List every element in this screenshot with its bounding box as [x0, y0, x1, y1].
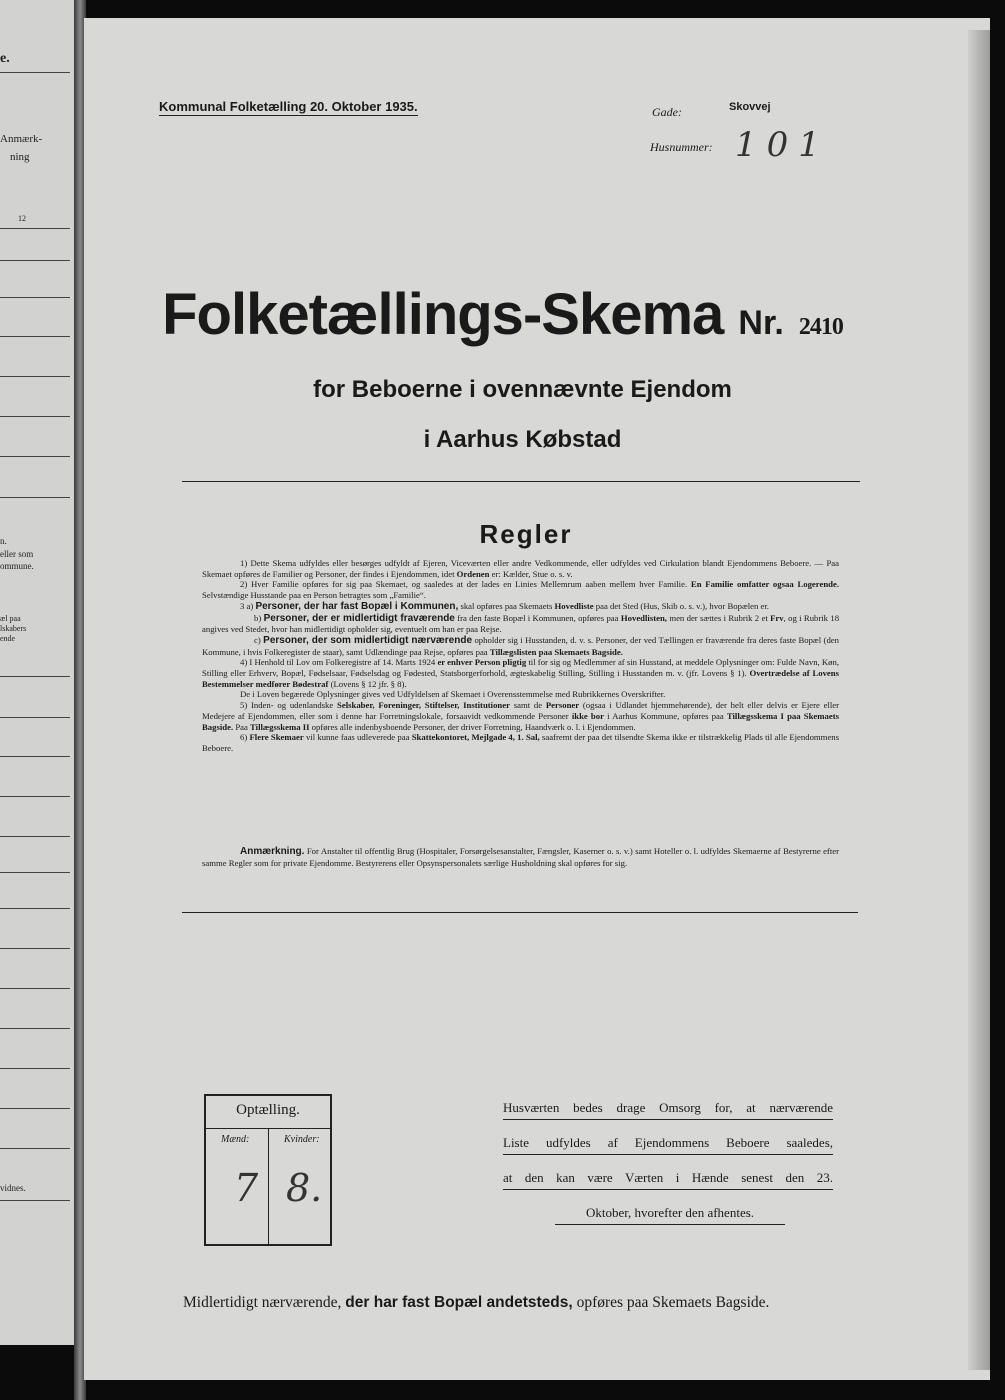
notice-line: Liste udfyldes af Ejendommens Beboere saaledes,	[503, 1132, 833, 1155]
house-number-label: Husnummer:	[650, 140, 713, 154]
left-page-rule	[0, 948, 70, 949]
left-page-text: lskabers	[0, 624, 27, 633]
left-page-rule	[0, 497, 70, 498]
form-title-main: Folketællings-Skema	[162, 282, 724, 347]
left-page	[0, 0, 76, 1345]
rules-text	[202, 558, 839, 754]
left-page-rule	[0, 756, 70, 757]
left-page-text: e.	[0, 51, 10, 66]
rule-2: 2) Hver Familie opføres for sig paa Skemaet, og saaledes at der lades en Linies Mellemrum aaben mellem hver Familie. En Familie omfatter ogsaa Logerende. Selvstændige Husstande paa en Person betragtes som „Familie“.	[202, 579, 840, 601]
left-page-text: ende	[0, 634, 16, 643]
left-page-rule	[0, 1068, 70, 1069]
rule-4: 4) I Henhold til Lov om Folkeregistre af 14. Marts 1924 er enhver Person pligtig til for sig og Medlemmer af sin Husstand, at meddele Oplysninger om: Fulde Navn, Køn, Stilling eller Erhverv, Bopæl, Fødselsaar, Fødselsdag og Fødested, Statsborgerforhold, ægteskabelig Stilling, Stilling i Husstanden m. v. (jfr. Lovens § 1). Overtrædelse af Lovens Bestemmelser medfører Bødestraf (Lovens § 12 jfr. § 8).	[202, 657, 840, 689]
left-page-rule	[0, 1108, 70, 1109]
notice-line: Oktober, hvorefter den afhentes.	[555, 1202, 785, 1225]
left-page-text: vidnes.	[0, 1183, 26, 1193]
form-number-value: 2410	[798, 314, 843, 340]
page-edge	[968, 30, 990, 1370]
count-column-divider	[268, 1128, 269, 1244]
remark-label: Anmærkning.	[240, 846, 305, 857]
count-box	[204, 1094, 332, 1246]
house-number-value: 101	[735, 125, 830, 165]
census-heading: Kommunal Folketælling 20. Oktober 1935.	[159, 99, 418, 114]
left-page-rule	[0, 836, 70, 837]
rules-heading: Regler	[479, 519, 573, 549]
landlord-notice	[503, 1097, 833, 1237]
footer-bold-text: der har fast Bopæl andetsteds,	[345, 1294, 573, 1311]
left-page-text: 12	[18, 214, 26, 223]
rule-3b: b) Personer, der er midlertidigt fraværende fra den faste Bopæl i Kommunen, opføres paa Hovedlisten, men der sættes i Rubrik 2 et Frv, og i Rubrik 18 angives ved Stedet, hvor han midlertidigt opholder sig, eventuelt om han er paa Rejse.	[202, 612, 840, 635]
left-page-rule	[0, 676, 70, 677]
left-page-text: æl paa	[0, 614, 21, 623]
form-municipality: i Aarhus Købstad	[423, 426, 622, 453]
left-page-rule	[0, 1148, 70, 1149]
rule-1: 1) Dette Skema udfyldes eller besørges udfyldt af Ejeren, Viceværten eller andre Vedkommende, eller udfyldes ved Cirkulation blandt Ejendommens Beboere. — Paa Skemaet opføres de Familier og Personer, der findes i Ejendommen, idet Ordenen er: Kælder, Stue o. s. v.	[202, 558, 839, 579]
form-title	[0, 281, 1005, 348]
footer-text: opføres paa Skemaets Bagside.	[576, 1294, 770, 1311]
remark-text: For Anstalter til offentlig Brug (Hospitaler, Forsørgelsesanstalter, Fængsler, Kaserner o. s. v.) samt Hoteller o. l. udfyldes Skemaerne af Bestyrerne efter samme Regler som for private Ejendomme. Bestyrerens eller Opsynspersonalets særlige Husholdning skal opføres for sig.	[202, 846, 839, 868]
left-page-text: ning	[10, 151, 30, 163]
footer-text: Midlertidigt nærværende,	[183, 1294, 342, 1311]
left-page-rule	[0, 416, 70, 417]
rule-6: 6) Flere Skemaer vil kunne faas udleverede paa Skattekontoret, Mejlgade 4, 1. Sal, saafremt der paa det tilsendte Skema ikke er tilstrækkelig Plads til alle Ejendommens Beboere.	[202, 732, 840, 753]
left-page-rule	[0, 228, 70, 229]
notice-line: Husværten bedes drage Omsorg for, at nærværende	[503, 1097, 833, 1120]
left-page-rule	[0, 260, 70, 261]
divider	[182, 481, 860, 482]
left-page-rule	[0, 988, 70, 989]
rule-4-note: De i Loven begærede Oplysninger gives ved Udfyldelsen af Skemaet i Overensstemmelse med Rubrikkernes Overskrifter.	[240, 689, 666, 700]
left-page-rule	[0, 872, 70, 873]
left-page-rule	[0, 456, 70, 457]
left-page-text: ommune.	[0, 561, 34, 571]
rule-3c: c) Personer, der som midlertidigt nærværende opholder sig i Husstanden, d. v. s. Personer, der ved Tællingen er fraværende fra deres faste Bopæl (den Kommune, i hvis Folkeregister de staar), samt Udlændinge paa Rejse, opføres paa Tillægslisten paa Skemaets Bagside.	[202, 634, 839, 657]
footer-note	[183, 1294, 769, 1312]
divider	[182, 912, 858, 913]
left-page-rule	[0, 1028, 70, 1029]
men-count: 7	[234, 1166, 259, 1210]
form-number-label: Nr.	[738, 304, 784, 342]
street-value: Skovvej	[729, 101, 771, 113]
rule-5: 5) Inden- og udenlandske Selskaber, Foreninger, Stiftelser, Institutioner samt de Personer (ogsaa i Udlandet hjemmehørende), der helt eller delvis er Ejere eller Medejere af Ejendommen, eller som i denne har Forretningslokale, forsaavidt vedkommende Personer ikke bor i Aarhus Kommune, opføres paa Tillægsskema I paa Skemaets Bagside. Paa Tillægsskema II opføres alle indenbysboende Personer, der driver Forretning, Haandværk o. l. i Ejendommen.	[202, 700, 840, 732]
form-subtitle: for Beboerne i ovennævnte Ejendom	[313, 376, 732, 403]
left-page-text: n.	[0, 536, 7, 546]
notice-line: at den kan være Værten i Hænde senest den 23.	[503, 1167, 833, 1190]
count-title: Optælling.	[236, 1102, 300, 1118]
women-count: 8.	[286, 1166, 323, 1210]
left-page-rule	[0, 717, 70, 718]
street-label: Gade:	[652, 105, 682, 119]
women-label: Kvinder:	[284, 1134, 320, 1145]
left-page-text: Anmærk-	[0, 133, 43, 145]
left-page-rule	[0, 72, 70, 73]
men-label: Mænd:	[221, 1134, 250, 1145]
left-page-rule	[0, 908, 70, 909]
rule-3a: 3 a) Personer, der har fast Bopæl i Kommunen, skal opføres paa Skemaets Hovedliste paa det Sted (Hus, Skib o. s. v.), hvor Bopælen er.	[240, 600, 769, 612]
remark	[202, 846, 839, 868]
left-page-rule	[0, 796, 70, 797]
left-page-rule	[0, 1200, 70, 1201]
left-page-text: eller som	[0, 549, 34, 559]
